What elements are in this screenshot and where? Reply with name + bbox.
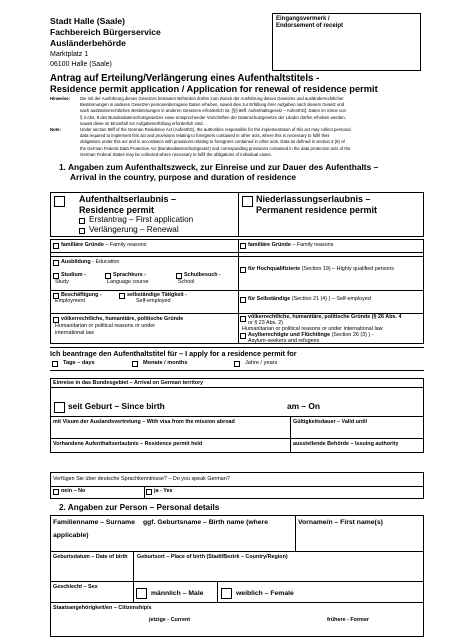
german-no-checkbox[interactable] — [53, 489, 59, 495]
authority-line-2: Fachbereich Bürgerservice — [50, 27, 161, 37]
asylum-en: Asylum-seekers and refugees — [248, 338, 320, 344]
citizenship-former-label: frühere - Former — [327, 617, 369, 623]
family-left-de: familiäre Gründe — [61, 242, 104, 248]
since-birth-label: seit Geburt – Since birth — [68, 401, 165, 411]
renewal-label: Verlängerung – Renewal — [89, 225, 179, 234]
language-en: Language course — [107, 279, 149, 285]
employment-en: Employment — [55, 298, 85, 304]
permanent-permit-title-de: Niederlassungserlaubnis – — [256, 194, 371, 204]
citizenship-label: Staatsangehörigkeit/en – Citizenship/s — [53, 605, 152, 611]
note-line: German Federal States may be collected where necessary to fulfil the obligations of individual cases. — [80, 151, 272, 157]
dob-label: Geburtsdatum – Date of birth — [53, 554, 128, 560]
study-en: Study — [55, 279, 69, 285]
renewal-checkbox[interactable] — [79, 228, 85, 234]
title-de: Antrag auf Erteilung/Verlängerung eines Aufenthaltstitels - — [50, 73, 320, 84]
birth-name-label-cont: applicable) — [53, 532, 89, 539]
duration-row — [50, 347, 424, 371]
german-yes-label: ja - Yes — [154, 488, 173, 494]
education-checkbox[interactable] — [53, 260, 59, 266]
family-left-checkbox[interactable] — [53, 243, 59, 249]
purpose-grid — [50, 239, 424, 344]
residence-permit-checkbox[interactable] — [54, 196, 65, 207]
arrival-label: Einreise in das Bundesgebiet – Arrival on German territory — [53, 380, 204, 386]
surname-label: Familienname – Surname — [53, 519, 135, 526]
days-checkbox[interactable] — [52, 361, 58, 367]
humanitarian-left-de: völkerrechtliche, humanitäre, politische Gründe — [61, 316, 184, 322]
male-label: männlich – Male — [151, 590, 204, 597]
asylum-checkbox[interactable] — [240, 333, 246, 339]
sex-label: Geschlecht – Sex — [53, 584, 98, 590]
residence-permit-title-de: Aufenthaltserlaubnis – — [79, 194, 177, 204]
german-yes-checkbox[interactable] — [146, 489, 152, 495]
humanitarian-right-en: Humanitarian or political reasons or under international law — [242, 326, 383, 332]
hinweise-line: soweit diese im Einzelfall zur Aufgabenerfüllung erforderlich sind. — [80, 120, 204, 126]
self-employed-de: selbständige Tätigkeit - — [127, 292, 187, 298]
apply-for-label: Ich beantrage den Aufenthaltstitel für – I apply for a residence permit for — [50, 349, 297, 358]
german-question: Verfügen Sie über deutsche Sprachkenntnisse? – Do you speak German? — [53, 476, 230, 482]
language-de: Sprachkurs - — [113, 272, 146, 278]
family-right-de: familiäre Gründe — [248, 242, 291, 248]
birth-name-label: ggf. Geburtsname – Birth name (where — [143, 519, 269, 526]
arrival-date-label: am – On — [287, 401, 321, 411]
note-line: Under section 86ff of the German Residence Act (AufenthG), the authorities responsible for the implementation of this act may collect personal — [80, 127, 351, 132]
permanent-permit-checkbox[interactable] — [242, 196, 253, 207]
highly-qualified-en: (Section 19) – Highly qualified persons — [300, 266, 394, 272]
first-names-label: Vorname/n – First name(s) — [298, 519, 383, 526]
family-right-checkbox[interactable] — [240, 243, 246, 249]
hinweise-line: Bestimmungen in anderen Gesetzen personenbezogene Daten erheben, soweit dies zur Erfüllung ihrer Aufgaben nach diesem Gesetz und — [80, 102, 345, 108]
school-en: School — [178, 279, 195, 285]
authority-line-1: Stadt Halle (Saale) — [50, 16, 125, 26]
self-employed-en: Self-employed — [136, 298, 171, 304]
arrival-table — [50, 378, 424, 453]
issuing-authority-label: ausstellende Behörde – Issuing authority — [293, 441, 399, 447]
humanitarian-right-checkbox[interactable] — [240, 316, 246, 322]
months-checkbox[interactable] — [132, 361, 138, 367]
pob-label: Geburtsort – Place of birth (Stadt/Bezirk – Country/Region) — [137, 554, 288, 560]
study-de: Studium - — [61, 272, 86, 278]
education-de: Ausbildung — [61, 259, 91, 265]
citizenship-current-label: jetzige - Current — [149, 617, 191, 623]
residence-permit-title-en: Residence permit — [79, 205, 155, 215]
section1-heading-de: 1. Angaben zum Aufenthaltszweck, zur Einreise und zur Dauer des Aufenthalts – — [59, 162, 379, 172]
self-employed-right-en: (Section 21 (4) ) – Self-employed — [290, 296, 371, 302]
german-language-box — [50, 472, 424, 499]
male-checkbox[interactable] — [136, 588, 147, 599]
years-checkbox[interactable] — [234, 361, 240, 367]
self-employed-right-checkbox[interactable] — [240, 297, 246, 303]
female-label: weiblich – Female — [236, 590, 294, 597]
authority-line-3: Ausländerbehörde — [50, 38, 126, 48]
female-checkbox[interactable] — [221, 588, 232, 599]
first-application-label: Erstantrag – First application — [89, 215, 194, 224]
employment-de: Beschäftigung - — [61, 292, 102, 298]
permit-type-area — [50, 192, 424, 237]
self-employed-right-de: für Selbständige — [248, 296, 291, 302]
hinweise-label: Hinweise: — [50, 96, 71, 101]
visa-valid-until-label: Gültigkeitsdauer – Valid until — [293, 419, 367, 425]
permanent-permit-title-en: Permanent residence permit — [256, 205, 378, 215]
highly-qualified-checkbox[interactable] — [240, 267, 246, 273]
first-application-checkbox[interactable] — [79, 218, 85, 224]
months-label: Monate / months — [143, 360, 188, 366]
humanitarian-left-en: international law — [55, 330, 94, 336]
address-line-1: Marktplatz 1 — [50, 51, 89, 58]
humanitarian-right-de: völkerrechtliche, humanitäre, politische Gründe (§ 26 Abs. 4 — [248, 314, 402, 320]
personal-details-table — [50, 515, 424, 637]
visa-label: mit Visum der Auslandsvertretung – With visa from the mission abroad — [53, 419, 235, 425]
family-right-en: – Family reasons — [290, 242, 334, 248]
title-en: Residence permit application / Application for renewal of residence permit — [50, 84, 378, 94]
receipt-label-1: Eingangsvermerk / — [276, 16, 330, 22]
self-employed-left-checkbox[interactable] — [119, 293, 125, 299]
years-label: Jahre / years — [245, 360, 278, 366]
humanitarian-right-de: or § 23 Abs. 2) — [248, 320, 284, 326]
note-line: the German Federal Data Protection Act (Bundesdatenschutzgesetz) and corresponding provisions contained in the data protection acts of the — [80, 145, 351, 151]
asylum-de: Asylberechtigte und Flüchtlinge — [248, 332, 331, 338]
family-left-en: – Family reasons — [103, 242, 147, 248]
german-no-label: nein – No — [61, 488, 86, 494]
note-line: data required to implement this act and provisions relating to foreigners contained in other acts, where this is necessary to fulfil their — [80, 133, 330, 139]
highly-qualified-de: für Hochqualifizierte — [248, 266, 301, 272]
note-line: obligations under this act and in accordance with provisions relating to foreigners contained in other acts. Data as defined in section 3 (9) of — [80, 139, 345, 145]
humanitarian-left-en: Humanitarian or political reasons or under — [55, 323, 156, 329]
receipt-label-2: Endorsement of receipt — [276, 23, 344, 29]
note-label: Note: — [50, 127, 61, 132]
since-birth-checkbox[interactable] — [54, 402, 65, 413]
school-de: Schulbesuch - — [184, 272, 221, 278]
residence-permit-held-label: Vorhandene Aufenthaltserlaubnis – Residence permit held — [53, 441, 203, 447]
asylum-en-suffix: (Section 26 (3) ) - — [330, 332, 374, 338]
section1-heading-en: Arrival in the country, purpose and duration of residence — [70, 172, 297, 182]
hinweise-line: nach ausländerrechtlichen Bestimmungen in anderen Gesetzen erforderlich ist. [§§ 86ff. Aufenthaltsgesetz – AufenthG]. Daten im Sinne von — [80, 108, 347, 114]
days-label: Tage – days — [63, 360, 95, 366]
hinweise-line: Die mit der Ausführung dieses Gesetzes betrauten Behörden dürfen zum Zweck der Ausführung dieses Gesetzes und ausländerrechtlicher — [80, 96, 344, 101]
hinweise-line: § 3 Abs. 9 des Bundesdatenschutzgesetzes sowe entsprechender Vorschriften der Datenschutzgesetze der Länder dürfen erhoben werden, — [80, 114, 346, 120]
receipt-box — [272, 13, 421, 71]
address-line-2: 06100 Halle (Saale) — [50, 61, 112, 68]
education-en: - Education — [90, 259, 120, 265]
section2-heading: 2. Angaben zur Person – Personal details — [59, 503, 220, 512]
